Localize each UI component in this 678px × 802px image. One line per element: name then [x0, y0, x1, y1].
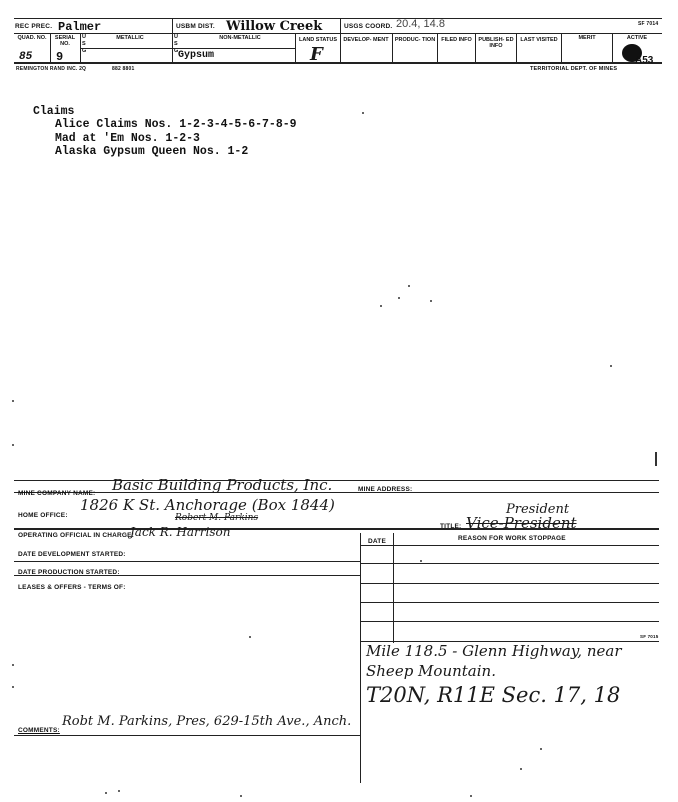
claim-line-2: Mad at 'Em Nos. 1-2-3 [55, 132, 200, 145]
home-office-value: 1826 K St. Anchorage (Box 1844) [80, 496, 335, 514]
production-label: PRODUC- TION [394, 37, 436, 43]
claim-line-1: Alice Claims Nos. 1-2-3-4-5-6-7-8-9 [55, 118, 297, 131]
land-status-label: LAND STATUS [299, 37, 337, 43]
rec-prec-label: REC PREC. [15, 23, 53, 30]
home-office-struck: Robert M. Parkins [175, 513, 259, 523]
mine-address-label: MINE ADDRESS: [358, 486, 413, 493]
mine-company-value: Basic Building Products, Inc. [112, 476, 333, 494]
serial-no-value: 9 [56, 50, 64, 64]
metallic-label: METALLIC [116, 35, 144, 41]
operating-official-value: Jack R. Harrison [130, 525, 231, 539]
mine-company-label: MINE COMPANY NAME: [18, 490, 96, 497]
home-office-label: HOME OFFICE: [18, 512, 68, 519]
claims-heading: Claims [33, 105, 75, 118]
department-label: TERRITORIAL DEPT. OF MINES [530, 66, 618, 72]
location-line-1: Mile 118.5 - Glenn Highway, near [366, 642, 622, 660]
prod-started-label: DATE PRODUCTION STARTED: [18, 569, 120, 576]
form-code-top: SF 7014 [638, 21, 659, 27]
title-struck: Vice-President [466, 514, 577, 532]
location-line-3: T20N, R11E Sec. 17, 18 [366, 683, 621, 707]
usgs-coord-value: 20.4, 14.8 [396, 18, 445, 30]
dev-started-label: DATE DEVELOPMENT STARTED: [18, 551, 126, 558]
develop-label: DEVELOP- MENT [343, 37, 389, 43]
comments-label: COMMENTS: [18, 727, 60, 734]
usgs-coord-label: USGS COORD. [344, 23, 393, 30]
quad-no-value: 85 [19, 51, 33, 63]
merit-label: MERIT [578, 35, 596, 41]
land-status-value: F [310, 44, 323, 65]
filed-info-label: FILED INFO [441, 37, 472, 43]
serial-no-label: SERIAL NO. [54, 35, 76, 47]
usbm-dist-label: USBM DIST. [176, 23, 215, 30]
printer-code: 882 8801 [112, 66, 135, 72]
active-label: ACTIVE [626, 35, 648, 41]
usbm-dist-value: Willow Creek [226, 19, 323, 34]
form-code-bottom: SF 7015 [640, 634, 659, 639]
header-bottom-rule [14, 62, 662, 64]
title-value: President [506, 502, 570, 517]
operating-official-label: OPERATING OFFICIAL IN CHARGE: [18, 532, 135, 539]
claim-line-3: Alaska Gypsum Queen Nos. 1-2 [55, 145, 249, 158]
non-metallic-label: NON-METALLIC [219, 35, 261, 41]
header-top-rule [14, 18, 662, 19]
comments-value: Robt M. Parkins, Pres, 629-15th Ave., Anch. [62, 714, 352, 729]
non-metallic-usg-marks: U S G [174, 34, 179, 54]
quad-no-label: QUAD. NO. [17, 35, 47, 41]
leases-label: LEASES & OFFERS - TERMS OF: [18, 584, 126, 591]
rec-prec-value: Palmer [58, 20, 102, 34]
metallic-usg-marks: U S G [82, 34, 87, 54]
location-line-2: Sheep Mountain. [366, 662, 496, 680]
date-column-label: DATE [368, 538, 387, 545]
printer-label: REMINGTON RAND INC. 2Q [16, 66, 87, 72]
active-value: A53 [635, 55, 654, 66]
reason-column-label: REASON FOR WORK STOPPAGE [458, 535, 566, 542]
non-metallic-value: Gypsum [178, 50, 215, 61]
published-info-label: PUBLISH- ED INFO [478, 37, 514, 49]
last-visited-label: LAST VISITED [520, 37, 558, 43]
header-mid-rule [14, 33, 662, 34]
title-label: TITLE: [440, 523, 462, 530]
